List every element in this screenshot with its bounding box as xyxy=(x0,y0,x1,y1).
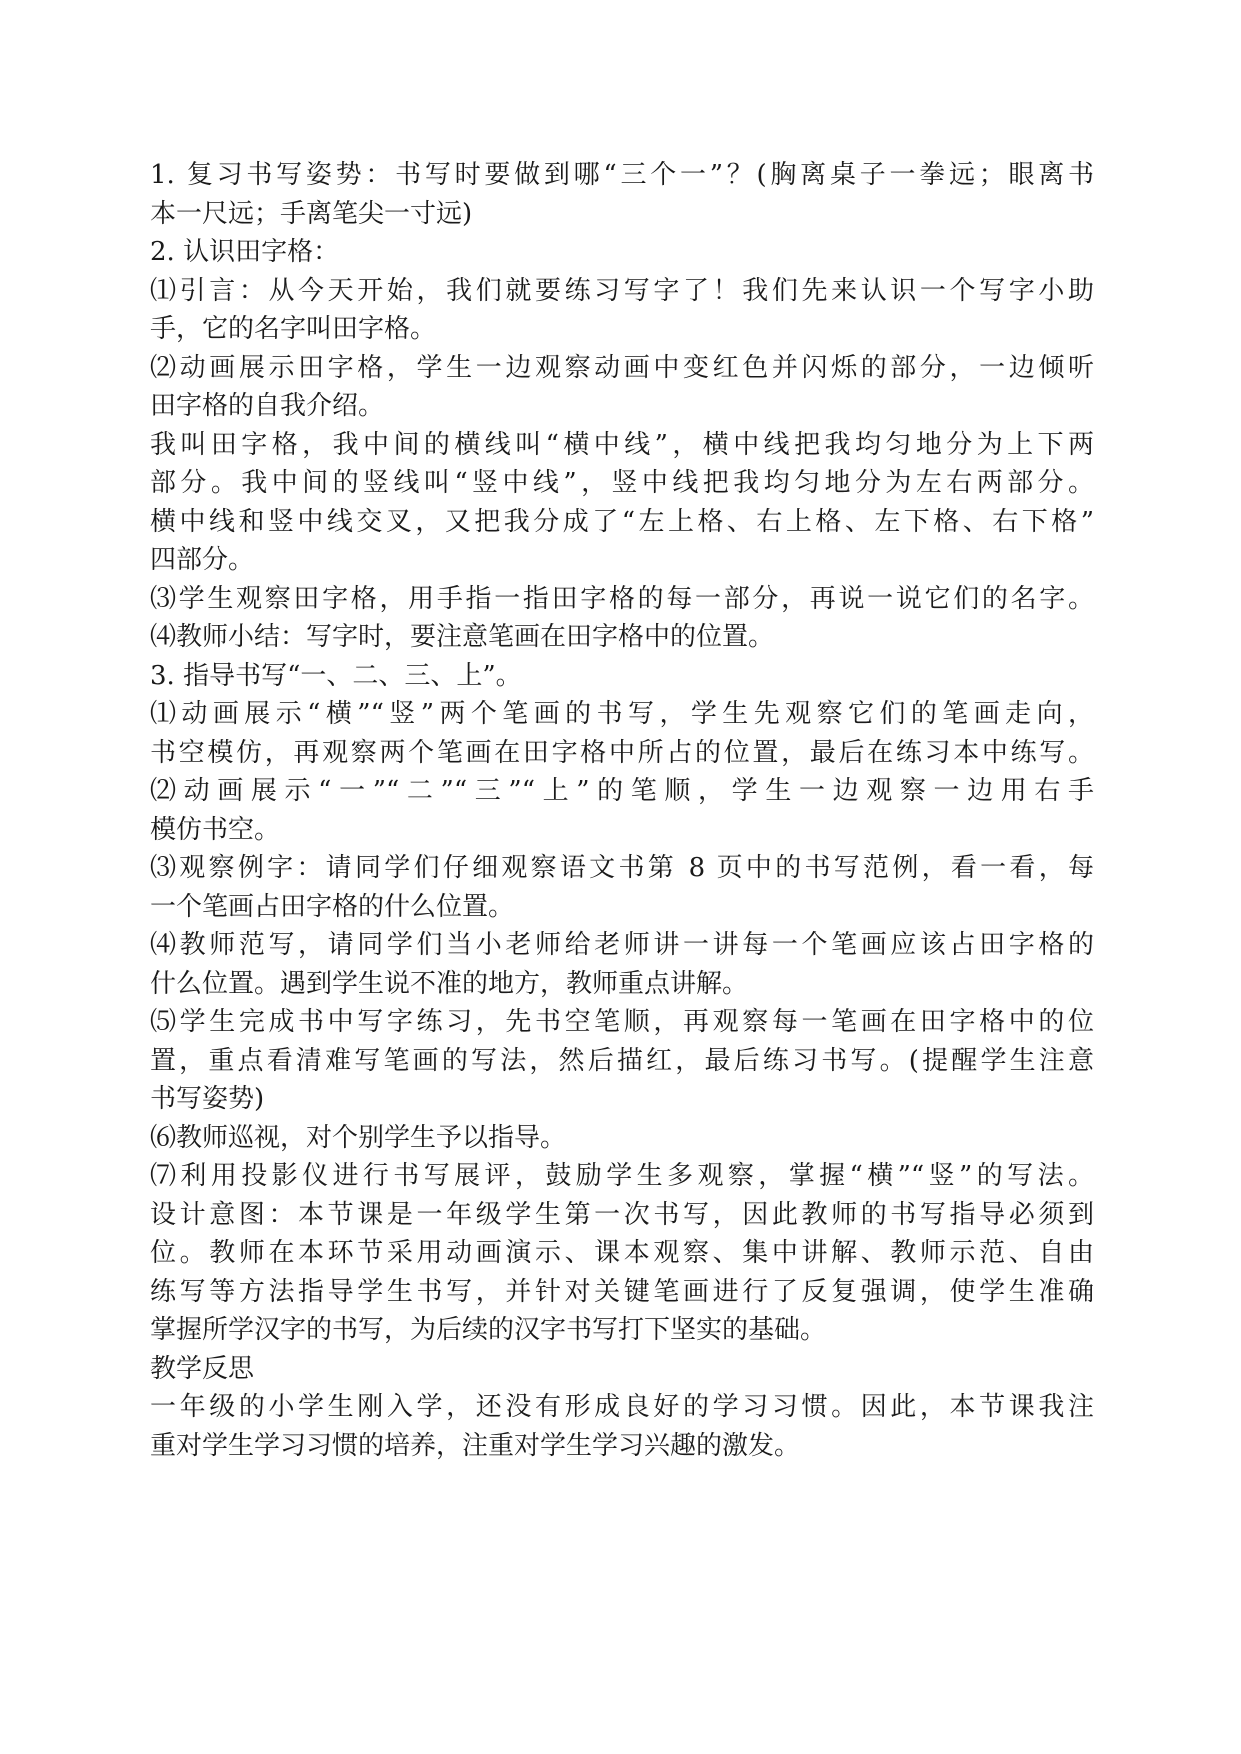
text-line: ⑶观察例字：请同学们仔细观察语文书第 8 页中的书写范例，看一看，每 xyxy=(150,853,1094,883)
text-line: 什么位置。遇到学生说不准的地方，教师重点讲解。 xyxy=(150,968,749,999)
text-line: 横中线和竖中线交叉，又把我分成了“左上格、右上格、左下格、右下格” xyxy=(150,506,1094,537)
text-line: 置，重点看清难写笔画的写法，然后描红，最后练习书写。(提醒学生注意 xyxy=(150,1045,1094,1076)
text-line: 掌握所学汉字的书写，为后续的汉字书写打下坚实的基础。 xyxy=(150,1315,827,1345)
text-line: ⑺利用投影仪进行书写展评，鼓励学生多观察，掌握“横”“竖”的写法。 xyxy=(150,1161,1094,1191)
text-line: ⑵动画展示“一”“二”“三”“上”的笔顺，学生一边观察一边用右手 xyxy=(150,776,1094,806)
text-line: 模仿书空。 xyxy=(150,814,281,845)
text-line: ⑴动画展示“横”“竖”两个笔画的书写，学生先观察它们的笔画走向， xyxy=(150,699,1094,729)
text-line: ⑴引言：从今天开始，我们就要练习写字了！我们先来认识一个写字小助 xyxy=(150,275,1094,306)
text-line: 手，它的名字叫田字格。 xyxy=(150,314,437,344)
text-line: 书写姿势) xyxy=(150,1084,265,1114)
text-line: 部分。我中间的竖线叫“竖中线”，竖中线把我均匀地分为左右两部分。 xyxy=(150,468,1094,498)
text-line: 3. 指导书写“一、二、三、上”。 xyxy=(150,660,522,691)
text-line: ⑵动画展示田字格，学生一边观察动画中变红色并闪烁的部分，一边倾听 xyxy=(150,352,1094,383)
document-body xyxy=(150,156,1094,1465)
section-heading: 教学反思 xyxy=(150,1353,255,1384)
text-line: 一个笔画占田字格的什么位置。 xyxy=(150,891,515,922)
text-line: 四部分。 xyxy=(150,545,255,575)
text-line: ⑹教师巡视，对个别学生予以指导。 xyxy=(150,1122,567,1153)
text-line: 一年级的小学生刚入学，还没有形成良好的学习习惯。因此，本节课我注 xyxy=(150,1392,1094,1422)
text-line: ⑷教师范写，请同学们当小老师给老师讲一讲每一个笔画应该占田字格的 xyxy=(150,930,1094,960)
text-line: ⑶学生观察田字格，用手指一指田字格的每一部分，再说一说它们的名字。 xyxy=(150,583,1094,614)
text-line: 书空模仿，再观察两个笔画在田字格中所占的位置，最后在练习本中练写。 xyxy=(150,737,1094,768)
text-line: 重对学生学习习惯的培养，注重对学生学习兴趣的激发。 xyxy=(150,1430,801,1461)
text-line: 1. 复习书写姿势：书写时要做到哪“三个一”？(胸离桌子一拳远；眼离书 xyxy=(150,160,1094,190)
text-line: 练写等方法指导学生书写，并针对关键笔画进行了反复强调，使学生准确 xyxy=(150,1276,1094,1307)
text-line: 2. 认识田字格： xyxy=(150,237,340,267)
text-line: ⑸学生完成书中写字练习，先书空笔顺，再观察每一笔画在田字格中的位 xyxy=(150,1007,1094,1037)
text-line: 位。教师在本环节采用动画演示、课本观察、集中讲解、教师示范、自由 xyxy=(150,1238,1094,1268)
text-line: 我叫田字格，我中间的横线叫“横中线”，横中线把我均匀地分为上下两 xyxy=(150,429,1094,460)
text-line: 设计意图：本节课是一年级学生第一次书写，因此教师的书写指导必须到 xyxy=(150,1199,1094,1230)
text-line: 田字格的自我介绍。 xyxy=(150,391,385,421)
text-line: ⑷教师小结：写字时，要注意笔画在田字格中的位置。 xyxy=(150,622,775,652)
text-line: 本一尺远；手离笔尖一寸远) xyxy=(150,198,473,229)
